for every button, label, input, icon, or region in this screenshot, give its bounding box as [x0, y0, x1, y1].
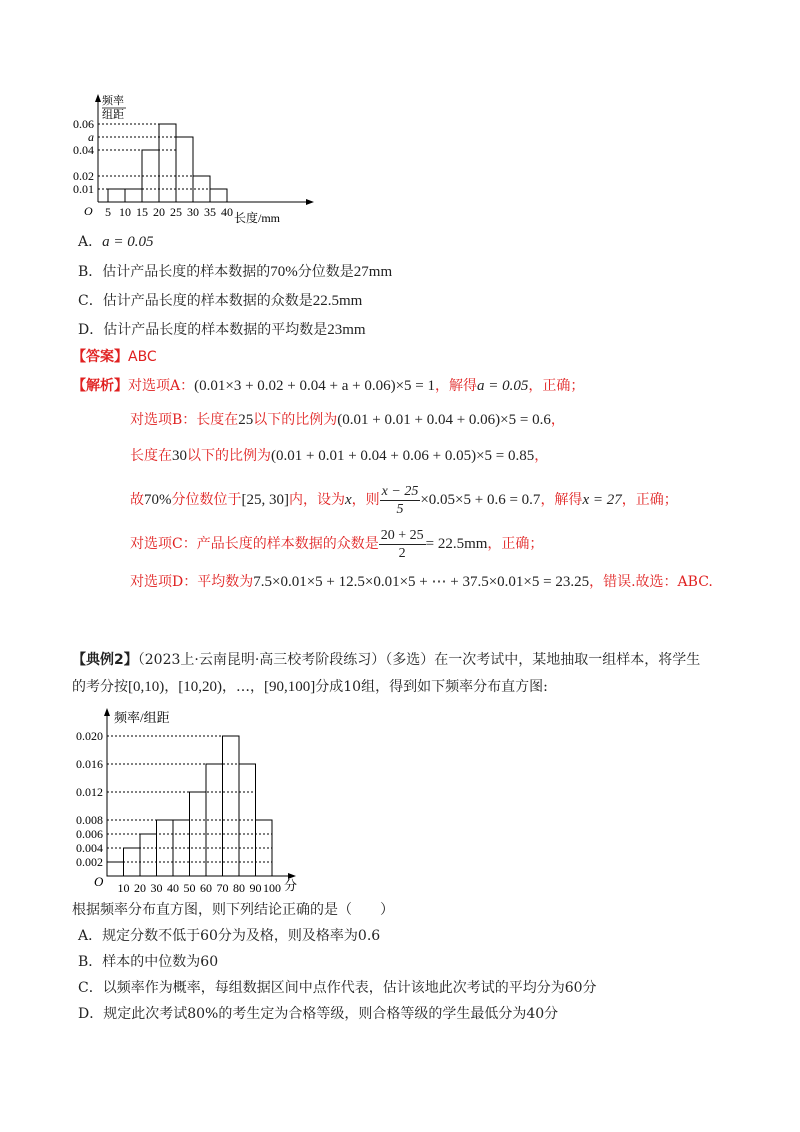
- histogram-bar: [159, 124, 176, 202]
- analysis-l5-b: = 22.5mm: [425, 536, 488, 552]
- q1-option-a-label: A．: [78, 234, 103, 250]
- q1-option-b-val: 27mm: [353, 264, 393, 280]
- q1-option-d: [78, 320, 366, 340]
- analysis-l4-frac: [380, 483, 421, 518]
- analysis-l6-math: 7.5×0.01×5 + 12.5×0.01×5 + ⋯ + 37.5×0.01×5 = 23.25: [253, 574, 590, 590]
- q2-intro2-g: 分成10组，得到如下频率分布直方图:: [315, 679, 548, 695]
- y-tick-label: a: [88, 130, 94, 144]
- analysis-l4-f: x: [345, 492, 352, 508]
- q2-intro2-c: ，: [164, 679, 179, 695]
- analysis-l5-a: 对选项C：产品长度的样本数据的众数是: [130, 536, 379, 552]
- x-tick-label: 30: [187, 205, 199, 219]
- q2-option-a: A．规定分数不低于60分为及格，则及格率为0.6: [78, 928, 381, 944]
- analysis-l3-b: 30: [172, 448, 187, 464]
- x-tick-label: 10: [119, 205, 131, 219]
- q2-option-c: C．以频率作为概率，每组数据区间中点作代表，估计该地此次考试的平均分为60分: [78, 980, 597, 996]
- analysis-l6-a: 对选项D：平均数为: [130, 574, 254, 590]
- analysis-l1-c: ，解得: [435, 378, 477, 394]
- y-tick-label: 0.006: [76, 827, 103, 841]
- analysis-l2-a: 对选项B：长度在: [130, 412, 239, 428]
- q1-option-c: [78, 291, 362, 311]
- x-tick-label: 100: [263, 881, 281, 894]
- q2-option-b: B．样本的中位数为60: [78, 954, 219, 970]
- q1-option-b-label: B．估计产品长度的样本数据的: [78, 264, 271, 280]
- q1-answer: [72, 347, 157, 367]
- y-tick-label: 0.004: [76, 841, 103, 855]
- x-axis-label: 长度/mm: [234, 211, 281, 225]
- x-tick-label: 5: [105, 205, 111, 219]
- q2-intro2-e: ，…，: [222, 679, 264, 695]
- q2-intro2-f: [90,100]: [264, 679, 316, 695]
- q1-option-a-math: a = 0.05: [102, 234, 154, 250]
- analysis-l4-h: ×0.05×5 + 0.6 = 0.7: [420, 492, 541, 508]
- analysis-l4-frac-num: x − 25: [381, 483, 419, 499]
- analysis-l6-c: ，错误.故选：ABC.: [589, 574, 713, 590]
- analysis-l3-c: 以下的比例为: [187, 448, 271, 464]
- x-tick-label: 60: [200, 881, 212, 894]
- x-tick-label: 40: [221, 205, 233, 219]
- q2-intro2-b: [0,10): [128, 679, 165, 695]
- x-tick-label: 30: [150, 881, 163, 894]
- analysis-l4-k: ，正确；: [621, 492, 678, 508]
- histogram-bar: [210, 189, 227, 202]
- analysis-l1-a: 对选项A：: [128, 378, 195, 394]
- origin-label-2: O: [94, 874, 104, 889]
- histogram-scores: [70, 704, 320, 894]
- analysis-l2-b: 25: [238, 412, 254, 428]
- y-tick-label: 0.016: [76, 757, 103, 771]
- q2-intro-line-1: [72, 650, 700, 670]
- analysis-l5-frac-num: 20 + 25: [380, 527, 424, 543]
- y-axis-label: 频率/组距: [114, 710, 170, 725]
- q1-option-d-label: D．估计产品长度的样本数据的平均数是: [78, 322, 328, 338]
- q2-intro1: （2023上·云南昆明·高三校考阶段练习）（多选）在一次考试中，某地抽取一组样本，将学生: [137, 652, 701, 668]
- analysis-line-3: [130, 446, 548, 466]
- x-tick-label: 40: [167, 881, 179, 894]
- analysis-l4-b: 70%: [144, 492, 172, 508]
- q2-intro-line-2: [72, 677, 548, 697]
- analysis-l5-frac: [379, 527, 426, 562]
- analysis-l2-math: (0.01 + 0.01 + 0.04 + 0.06)×5 = 0.6: [337, 412, 551, 428]
- y-tick-label: 0.008: [76, 813, 103, 827]
- analysis-line-6: [130, 572, 713, 592]
- q2-title-tag: 【典例2】: [72, 652, 138, 668]
- x-tick-label: 25: [170, 205, 182, 219]
- q1-option-c-label: C．估计产品长度的样本数据的众数是: [78, 293, 313, 309]
- analysis-l4-d: [25, 30]: [241, 492, 289, 508]
- analysis-l3-a: 长度在: [130, 448, 172, 464]
- answer-text: ABC: [128, 349, 157, 365]
- analysis-line-4: [130, 482, 678, 518]
- q1-option-a: [78, 232, 154, 252]
- y-tick-label: 0.01: [73, 182, 94, 196]
- analysis-l4-e: 内，设为: [289, 492, 345, 508]
- analysis-l1-math: (0.01×3 + 0.02 + 0.04 + a + 0.06)×5 = 1: [194, 378, 435, 394]
- analysis-l1-d: a = 0.05: [477, 378, 529, 394]
- x-tick-label: 20: [153, 205, 165, 219]
- analysis-l4-g: ，则: [351, 492, 380, 508]
- x-tick-label: 90: [249, 881, 262, 894]
- analysis-l3-e: ，: [534, 448, 549, 464]
- y-label-top: 频率: [102, 95, 124, 107]
- q2-intro2-a: 的考分按: [72, 679, 128, 695]
- x-tick-label: 15: [136, 205, 148, 219]
- answer-tag: 【答案】: [72, 349, 128, 365]
- x-tick-label: 10: [117, 881, 130, 894]
- analysis-l4-j: x = 27: [582, 492, 622, 508]
- y-tick-label: 0.02: [73, 169, 94, 183]
- y-tick-label: 0.06: [73, 117, 94, 131]
- q1-option-b-mid: 分位数是: [297, 264, 354, 280]
- x-tick-label: 50: [183, 881, 196, 894]
- analysis-line-1: [72, 376, 584, 396]
- analysis-l2-e: ，: [550, 412, 565, 428]
- histogram-length: [70, 90, 330, 230]
- analysis-l4-c: 分位数位于: [171, 492, 242, 508]
- x-tick-label: 70: [216, 881, 229, 894]
- histogram-bar: [107, 862, 124, 876]
- histogram-bar: [176, 137, 193, 202]
- analysis-l4-frac-den: 5: [396, 501, 404, 517]
- analysis-line-2: [130, 410, 565, 430]
- histogram-bar: [108, 189, 125, 202]
- y-tick-label: 0.04: [73, 143, 94, 157]
- x-tick-label: 35: [204, 205, 216, 219]
- analysis-l4-i: ，解得: [540, 492, 583, 508]
- q1-option-d-val: 23mm: [327, 322, 366, 338]
- q2-intro2-d: [10,20): [178, 679, 222, 695]
- q1-option-c-val: 22.5mm: [312, 293, 363, 309]
- analysis-l5-frac-den: 2: [398, 545, 406, 561]
- q2-stem: 根据频率分布直方图，则下列结论正确的是（ ）: [72, 902, 394, 918]
- x-axis-label-2: 分: [284, 878, 298, 893]
- analysis-l4-a: 故: [130, 492, 144, 508]
- analysis-tag: 【解析】: [72, 378, 128, 394]
- origin-label: O: [84, 204, 93, 218]
- q1-option-b: [78, 262, 392, 282]
- x-tick-label: 20: [134, 881, 146, 894]
- q2-option-d: D．规定此次考试80%的考生定为合格等级，则合格等级的学生最低分为40分: [78, 1006, 559, 1022]
- histogram-bar: [125, 189, 142, 202]
- y-tick-label: 0.020: [76, 729, 103, 743]
- histogram-bar: [223, 736, 240, 876]
- analysis-l3-math: (0.01 + 0.01 + 0.04 + 0.06 + 0.05)×5 = 0.85: [271, 448, 535, 464]
- q1-option-b-pct: 70%: [270, 264, 298, 280]
- analysis-l5-c: ，正确；: [487, 536, 544, 552]
- y-tick-label: 0.002: [76, 855, 103, 869]
- x-tick-label: 80: [233, 881, 245, 894]
- analysis-l2-c: 以下的比例为: [253, 412, 338, 428]
- histogram-bar: [140, 834, 157, 876]
- y-label-bottom: 组距: [102, 109, 124, 121]
- y-tick-label: 0.012: [76, 785, 103, 799]
- analysis-line-5: [130, 526, 543, 562]
- analysis-l1-e: ，正确；: [528, 378, 585, 394]
